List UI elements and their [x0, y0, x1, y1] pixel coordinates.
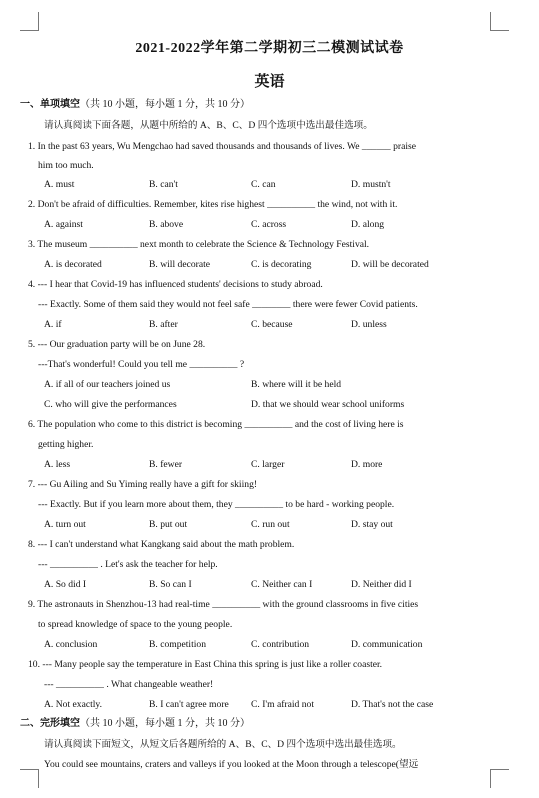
q1-stem-line1: 1. In the past 63 years, Wu Mengchao had saved thousands and thousands of lives. We ______ praise: [28, 141, 417, 152]
q3-option-b[interactable]: B. will decorate: [149, 259, 211, 270]
crop-mark-top-left: [20, 12, 39, 31]
q9-option-a[interactable]: A. conclusion: [44, 639, 98, 650]
q3-stem-line1: 3. The museum __________ next month to celebrate the Science & Technology Festival.: [28, 239, 370, 250]
section-2-instruction: 请认真阅读下面短文，从短文后各题所给的 A、B、C、D 四个选项中选出最佳选项。: [44, 739, 402, 750]
q8-option-a[interactable]: A. So did I: [44, 579, 87, 590]
q1-option-b[interactable]: B. can't: [149, 179, 178, 190]
q4-option-d[interactable]: D. unless: [351, 319, 387, 330]
q1-option-a[interactable]: A. must: [44, 179, 75, 190]
q6-stem-line1: 6. The population who come to this district is becoming __________ and the cost of living here is: [28, 419, 404, 430]
q4-stem-line2: --- Exactly. Some of them said they would not feel safe ________ there were fewer Covid patients.: [38, 299, 418, 310]
q8-stem-line2: --- __________ . Let's ask the teacher for help.: [38, 559, 218, 570]
q8-option-d[interactable]: D. Neither did I: [351, 579, 412, 590]
q7-stem-line2: --- Exactly. But if you learn more about them, they __________ to be hard - working people.: [38, 499, 395, 510]
q5-stem-line1: 5. --- Our graduation party will be on June 28.: [28, 339, 206, 350]
section-2-passage-start: You could see mountains, craters and valleys if you looked at the Moon through a telescope(望远: [44, 759, 419, 770]
section-1-instruction: 请认真阅读下面各题，从题中所给的 A、B、C、D 四个选项中选出最佳选项。: [44, 120, 373, 131]
q2-option-b[interactable]: B. above: [149, 219, 184, 230]
q5-option-d[interactable]: D. that we should wear school uniforms: [251, 399, 405, 410]
q7-option-c[interactable]: C. run out: [251, 519, 290, 530]
q8-option-c[interactable]: C. Neither can I: [251, 579, 313, 590]
crop-mark-bottom-left: [20, 769, 39, 788]
q3-option-a[interactable]: A. is decorated: [44, 259, 102, 270]
q3-option-d[interactable]: D. will be decorated: [351, 259, 429, 270]
q1-option-d[interactable]: D. mustn't: [351, 179, 391, 190]
q9-stem-line2: to spread knowledge of space to the young people.: [38, 619, 233, 630]
q9-option-d[interactable]: D. communication: [351, 639, 423, 650]
crop-mark-bottom-right: [490, 769, 509, 788]
q4-option-c[interactable]: C. because: [251, 319, 293, 330]
q10-option-c[interactable]: C. I'm afraid not: [251, 699, 315, 710]
q10-stem-line1: 10. --- Many people say the temperature in East China this spring is just like a roller coaster.: [28, 659, 383, 670]
q2-option-a[interactable]: A. against: [44, 219, 83, 230]
q2-option-c[interactable]: C. across: [251, 219, 287, 230]
q4-stem-line1: 4. --- I hear that Covid-19 has influenced students' decisions to study abroad.: [28, 279, 323, 290]
crop-mark-top-right: [490, 12, 509, 31]
exam-subject: 英语: [254, 74, 285, 90]
section-1-heading: [20, 99, 250, 111]
q1-stem-line2: him too much.: [38, 160, 94, 171]
q5-stem-line2: ---That's wonderful! Could you tell me __________ ?: [38, 359, 245, 370]
q4-option-b[interactable]: B. after: [149, 319, 178, 330]
q2-stem-line1: 2. Don't be afraid of difficulties. Remember, kites rise highest __________ the wind, not with it.: [28, 199, 398, 210]
q10-stem-line2: --- __________ . What changeable weather!: [44, 679, 214, 690]
q9-stem-line1: 9. The astronauts in Shenzhou-13 had real-time __________ with the ground classrooms in five cities: [28, 599, 419, 610]
q7-option-b[interactable]: B. put out: [149, 519, 188, 530]
section-1-note: （共 10 小题，每小题 1 分，共 10 分）: [80, 99, 250, 110]
q10-option-d[interactable]: D. That's not the case: [351, 699, 434, 710]
q6-option-d[interactable]: D. more: [351, 459, 383, 470]
q6-stem-line2: getting higher.: [38, 439, 94, 450]
q10-option-a[interactable]: A. Not exactly.: [44, 699, 102, 710]
exam-title: 2021-2022学年第二学期初三二模测试试卷: [135, 41, 404, 56]
q10-option-b[interactable]: B. I can't agree more: [149, 699, 229, 710]
q8-stem-line1: 8. --- I can't understand what Kangkang said about the math problem.: [28, 539, 295, 550]
section-2-heading: [20, 718, 250, 730]
q4-option-a[interactable]: A. if: [44, 319, 62, 330]
section-2-title: 二、完形填空: [20, 718, 80, 729]
section-1-title: 一、单项填空: [20, 99, 80, 110]
q6-option-a[interactable]: A. less: [44, 459, 71, 470]
q2-option-d[interactable]: D. along: [351, 219, 385, 230]
q5-option-a[interactable]: A. if all of our teachers joined us: [44, 379, 171, 390]
section-2-note: （共 10 小题，每小题 1 分，共 10 分）: [80, 718, 250, 729]
q7-stem-line1: 7. --- Gu Ailing and Su Yiming really have a gift for skiing!: [28, 479, 258, 490]
q7-option-d[interactable]: D. stay out: [351, 519, 393, 530]
q7-option-a[interactable]: A. turn out: [44, 519, 86, 530]
q8-option-b[interactable]: B. So can I: [149, 579, 192, 590]
q6-option-c[interactable]: C. larger: [251, 459, 285, 470]
q1-option-c[interactable]: C. can: [251, 179, 276, 190]
q9-option-c[interactable]: C. contribution: [251, 639, 310, 650]
q6-option-b[interactable]: B. fewer: [149, 459, 183, 470]
q9-option-b[interactable]: B. competition: [149, 639, 207, 650]
q5-option-b[interactable]: B. where will it be held: [251, 379, 342, 390]
q5-option-c[interactable]: C. who will give the performances: [44, 399, 177, 410]
q3-option-c[interactable]: C. is decorating: [251, 259, 312, 270]
